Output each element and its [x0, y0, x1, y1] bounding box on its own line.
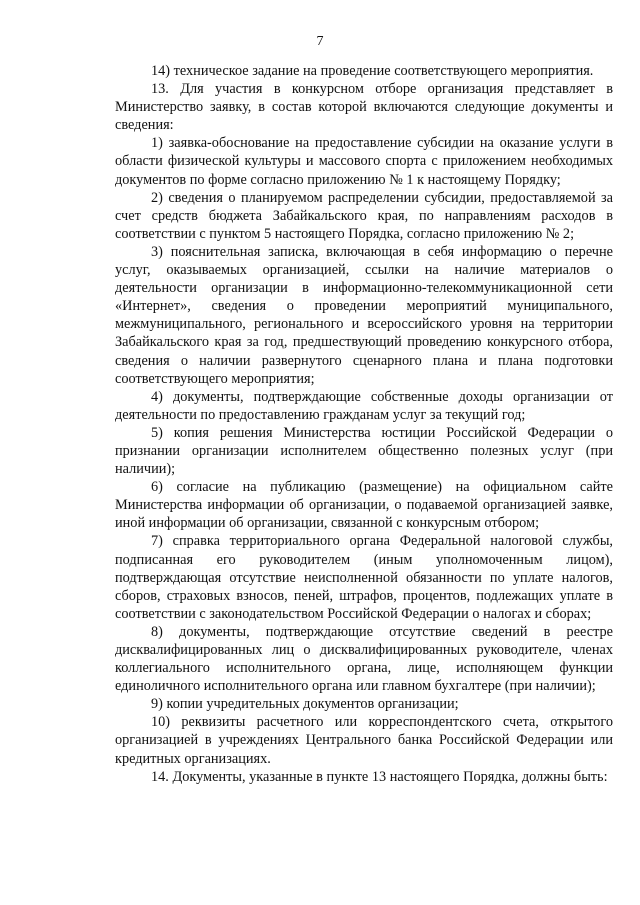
- paragraph-item-6: 6) согласие на публикацию (размещение) на официальном сайте Министерства информации об организации, о подаваемой организацией заявке, иной информации об организации, связанной с конкурсным отбором;: [115, 479, 613, 532]
- paragraph-item-5: 5) копия решения Министерства юстиции Российской Федерации о признании организации исполнителем общественно полезных услуг (при наличии);: [115, 424, 613, 478]
- page-number: 7: [316, 34, 324, 49]
- paragraph-item-4: 4) документы, подтверждающие собственные доходы организации от деятельности по предоставлению гражданам услуг за текущий год;: [115, 388, 613, 423]
- paragraph-clause-14: 14. Документы, указанные в пункте 13 настоящего Порядка, должны быть:: [151, 768, 608, 785]
- paragraph-item-10: 10) реквизиты расчетного или корреспондентского счета, открытого организацией в учреждениях Центрального банка Российской Федерации или кредитных организациях.: [115, 714, 613, 767]
- paragraph-item-1: 1) заявка-обоснование на предоставление субсидии на оказание услуги в области физической культуры и массового спорта с приложением необходимых документов по форме согласно приложению № 1 к настоящему Порядку;: [115, 135, 613, 188]
- document-body: [115, 62, 613, 786]
- paragraph-item-3: 3) пояснительная записка, включающая в себя информацию о перечне услуг, оказываемых организацией, ссылки на наличие материалов о деятельности организации в информационно-телекоммуникационной сети «Интернет», сведения о проведении мероприятий муниципального, межмуниципального, регионального и всероссийского уровня на территории Забайкальского края за год, предшествующий проведению конкурсного отбора, сведения о наличии развернутого сценарного плана и плана подготовки соответствующего мероприятия;: [115, 243, 613, 387]
- paragraph-item-14-tech-spec: 14) техническое задание на проведение соответствующего мероприятия.: [151, 63, 594, 79]
- paragraph-item-9: 9) копии учредительных документов организации;: [151, 696, 459, 713]
- paragraph-item-7: 7) справка территориального органа Федеральной налоговой службы, подписанная его руководителем (иным уполномоченным лицом), подтверждающая отсутствие неисполненной обязанности по уплате налогов, сборов, страховых взносов, пеней, штрафов, процентов, подлежащих уплате в соответствии с законодательством Российской Федерации о налогах и сборах;: [115, 533, 613, 622]
- paragraph-item-2: 2) сведения о планируемом распределении субсидии, предоставляемой за счет средств бюджета Забайкальского края, по направлениям расходов в соответствии с пунктом 5 настоящего Порядка, согласно приложению № 2;: [115, 189, 613, 242]
- paragraph-item-8: 8) документы, подтверждающие отсутствие сведений в реестре дисквалифицированных лиц о дисквалифицированных руководителе, членах коллегиального исполнительного органа, лице, исполняющем функции единоличного исполнительного органа или главном бухгалтере (при наличии);: [115, 623, 613, 695]
- paragraph-clause-13: 13. Для участия в конкурсном отборе организация представляет в Министерство заявку, в состав которой включаются следующие документы и сведения:: [115, 81, 613, 134]
